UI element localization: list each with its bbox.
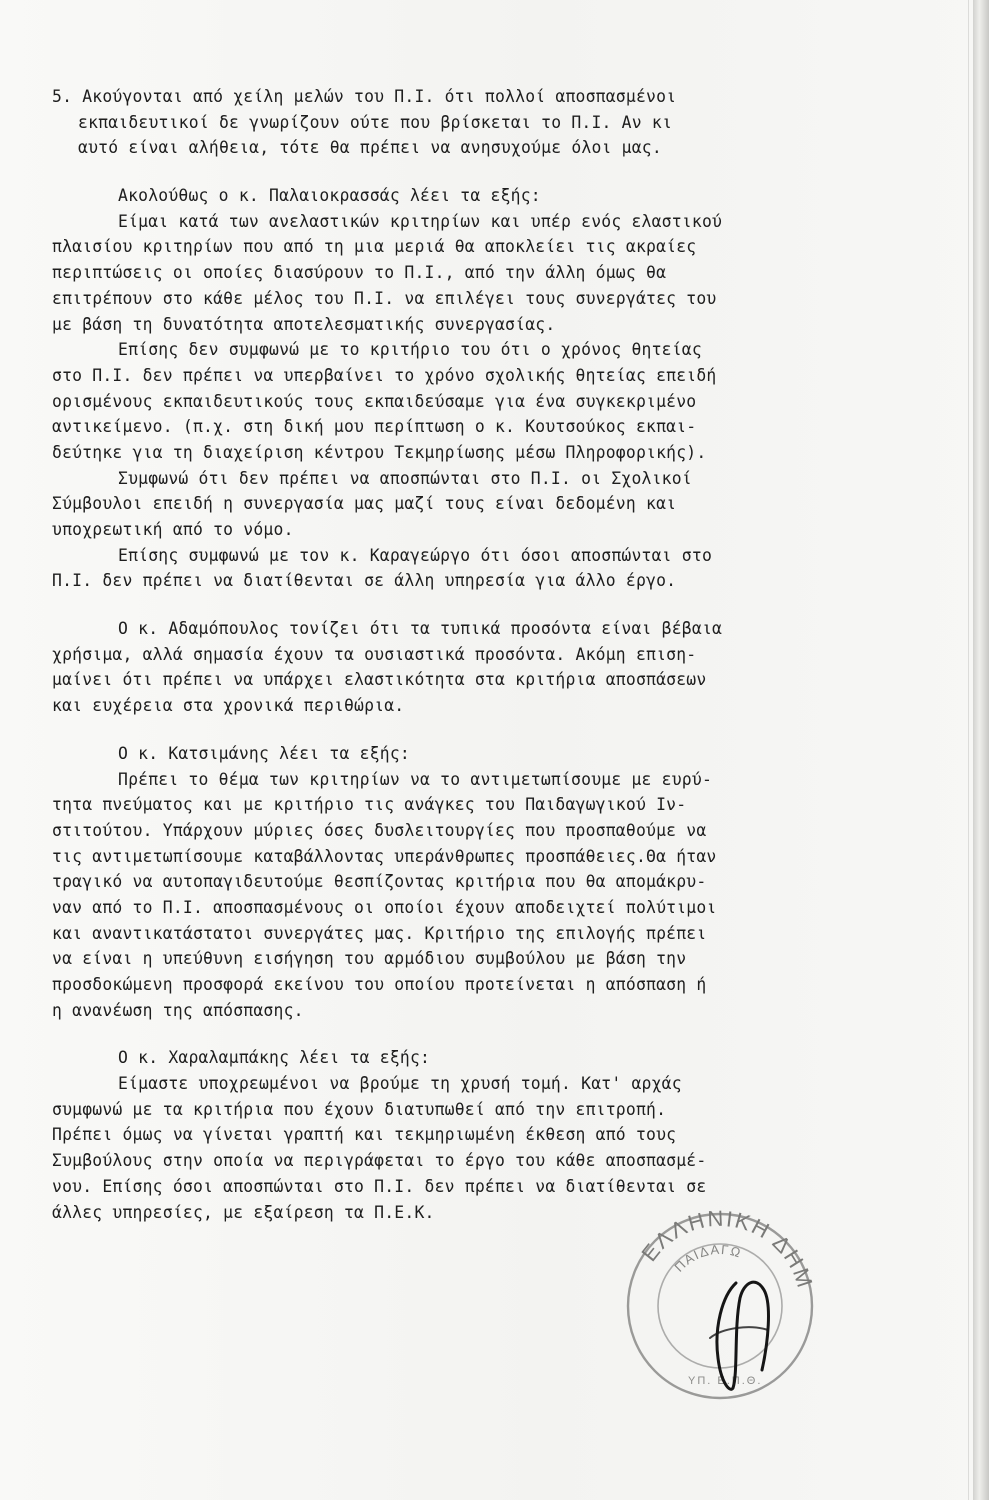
text-line: Είμαι κατά των ανελαστικών κριτηρίων και υπέρ ενός ελαστικού bbox=[118, 211, 723, 231]
text-line: στιτούτου. Υπάρχουν μύριες όσες δυσλειτουργίες που προσπαθούμε να bbox=[52, 820, 707, 840]
text-line: και αναντικατάστατοι συνεργάτες μας. Κριτήριο της επιλογής πρέπει bbox=[52, 923, 707, 943]
text-line: υποχρεωτική από το νόμο. bbox=[52, 520, 294, 539]
text-line: προσδοκώμενη προσφορά εκείνου του οποίου προτείνεται η απόσπαση ή bbox=[52, 975, 707, 994]
text-line: ορισμένους εκπαιδευτικούς τους εκπαιδεύσαμε για ένα συγκεκριμένο bbox=[52, 391, 697, 411]
text-line: 5. Ακούγονται από χείλη μελών του Π.Ι. ότι πολλοί αποσπασμένοι bbox=[52, 87, 677, 106]
text-line: τητα πνεύματος και με κριτήριο τις ανάγκες του Παιδαγωγικού Ιν- bbox=[52, 795, 687, 815]
text-line: Ο κ. Αδαμόπουλος τονίζει ότι τα τυπικά προσόντα είναι βέβαια bbox=[118, 619, 723, 639]
text-line: αυτό είναι αλήθεια, τότε θα πρέπει να ανησυχούμε όλοι μας. bbox=[78, 138, 662, 158]
text-line: και ευχέρεια στα χρονικά περιθώρια. bbox=[52, 696, 405, 716]
text-line: Είμαστε υποχρεωμένοι να βρούμε τη χρυσή τομή. Κατ' αρχάς bbox=[118, 1074, 682, 1094]
text-line: άλλες υπηρεσίες, με εξαίρεση τα Π.Ε.Κ. bbox=[52, 1202, 435, 1222]
text-line: τις αντιμετωπίσουμε καταβάλλοντας υπεράνθρωπες προσπάθειες.Θα ήταν bbox=[52, 846, 717, 866]
text-line: συμφωνώ με τα κριτήρια που έχουν διατυπωθεί από την επιτροπή. bbox=[52, 1099, 667, 1119]
typed-text-body bbox=[52, 84, 914, 1225]
text-line: περιπτώσεις οι οποίες διασύρουν το Π.Ι., από την άλλη όμως θα bbox=[52, 263, 667, 283]
text-line: μαίνει ότι πρέπει να υπάρχει ελαστικότητα στα κριτήρια αποσπάσεων bbox=[52, 670, 707, 690]
text-line: Συμβούλους στην οποία να περιγράφεται το έργο του κάθε αποσπασμέ- bbox=[52, 1151, 707, 1171]
text-line: η ανανέωση της απόσπασης. bbox=[52, 1000, 304, 1020]
stamp-outer-text: ΕΛΛΗΝΙΚΗ ΔΗΜ bbox=[636, 1205, 818, 1293]
text-line: Π.Ι. δεν πρέπει να διατίθενται σε άλλη υπηρεσία για άλλο έργο. bbox=[52, 571, 677, 591]
text-line: Επίσης συμφωνώ με τον κ. Καραγεώργο ότι όσοι αποσπώνται στο bbox=[118, 545, 713, 565]
text-line: πλαισίου κριτηρίων που από τη μια μεριά θα αποκλείει τις ακραίες bbox=[52, 237, 697, 257]
text-line: Ο κ. Χαραλαμπάκης λέει τα εξής: bbox=[118, 1048, 431, 1068]
text-line: με βάση τη δυνατότητα αποτελεσματικής συνεργασίας. bbox=[52, 314, 556, 334]
text-line: Πρέπει το θέμα των κριτηρίων να το αντιμετωπίσουμε με ευρύ- bbox=[118, 769, 713, 789]
page-edge bbox=[973, 0, 989, 1500]
text-line: τραγικό να αυτοπαγιδευτούμε θεσπίζοντας κριτήρια που θα απομάκρυ- bbox=[52, 872, 707, 892]
stamp-lower-text: ΥΠ. Ε.Π.Θ. bbox=[688, 1375, 763, 1387]
text-line: να είναι η υπεύθυνη εισήγηση του αρμόδιου συμβούλου με βάση την bbox=[52, 949, 687, 969]
text-line: Ο κ. Κατσιμάνης λέει τα εξής: bbox=[118, 743, 410, 763]
text-line: Σύμβουλοι επειδή η συνεργασία μας μαζί τους είναι δεδομένη και bbox=[52, 494, 677, 514]
text-line: Συμφωνώ ότι δεν πρέπει να αποσπώνται στο Π.Ι. οι Σχολικοί bbox=[118, 468, 692, 488]
text-line: αντικείμενο. (π.χ. στη δική μου περίπτωση ο κ. Κουτσούκος εκπαι- bbox=[52, 417, 697, 437]
text-line: εκπαιδευτικοί δε γνωρίζουν ούτε που βρίσκεται το Π.Ι. Αν κι bbox=[78, 112, 673, 132]
stamp-inner-text: ΠΑΙΔΑΓΩ bbox=[671, 1241, 744, 1275]
text-line: Επίσης δεν συμφωνώ με το κριτήριο του ότι ο χρόνος θητείας bbox=[118, 340, 702, 360]
text-line: δεύτηκε για τη διαχείριση κέντρου Τεκμηρίωσης μέσω Πληροφορικής). bbox=[52, 442, 707, 462]
text-line: νου. Επίσης όσοι αποσπώνται στο Π.Ι. δεν πρέπει να διατίθενται σε bbox=[52, 1176, 707, 1196]
signature bbox=[717, 1282, 769, 1389]
text-line: ναν από το Π.Ι. αποσπασμένους οι οποίοι έχουν αποδειχτεί πολύτιμοι bbox=[52, 897, 717, 917]
text-line: Ακολούθως ο κ. Παλαιοκρασσάς λέει τα εξής: bbox=[118, 186, 541, 206]
text-line: στο Π.Ι. δεν πρέπει να υπερβαίνει το χρόνο σχολικής θητείας επειδή bbox=[52, 365, 717, 385]
page-edge-line bbox=[968, 0, 969, 1500]
text-line: Πρέπει όμως να γίνεται γραπτή και τεκμηριωμένη έκθεση από τους bbox=[52, 1125, 677, 1145]
text-line: επιτρέπουν στο κάθε μέλος του Π.Ι. να επιλέγει τους συνεργάτες του bbox=[52, 288, 717, 308]
official-stamp-icon bbox=[618, 1178, 818, 1428]
text-line: χρήσιμα, αλλά σημασία έχουν τα ουσιαστικά προσόντα. Ακόμη επιση- bbox=[52, 644, 697, 664]
